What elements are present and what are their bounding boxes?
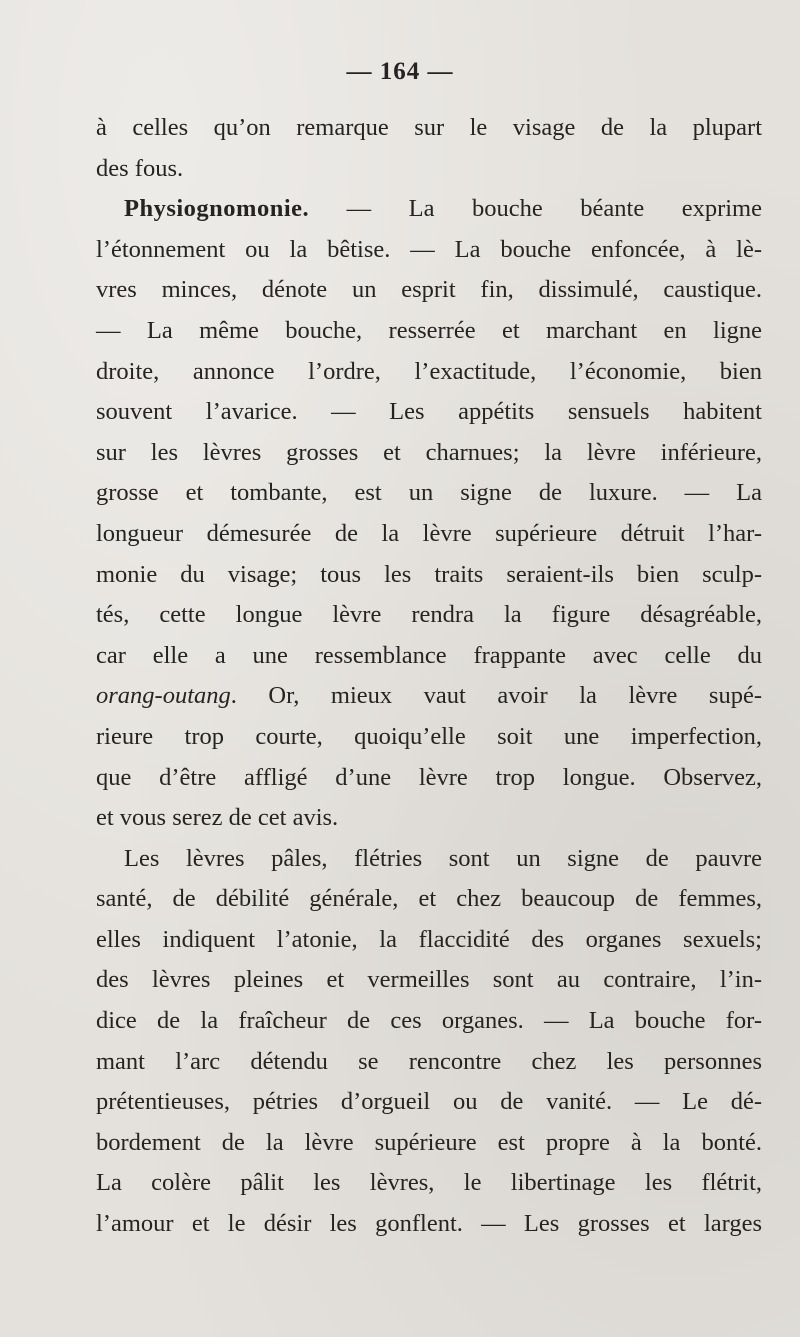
text-run: Les lèvres pâles, flétries sont un signe de pauvre	[124, 844, 762, 872]
text-line	[96, 717, 762, 758]
text-line	[96, 1163, 762, 1204]
text-line	[96, 108, 762, 149]
text-line	[96, 758, 762, 799]
italic-term: orang-outang	[96, 682, 231, 710]
text-run: souvent l’avarice. — Les appétits sensuels habitent	[96, 398, 762, 426]
text-run: grosse et tombante, est un signe de luxure. — La	[96, 479, 762, 507]
text-run: que d’être affligé d’une lèvre trop longue. Observez,	[96, 763, 762, 791]
text-line	[96, 595, 762, 636]
text-run: vres minces, dénote un esprit fin, dissimulé, caustique.	[96, 276, 762, 304]
text-line	[96, 189, 762, 230]
text-line	[96, 1123, 762, 1164]
text-line	[96, 352, 762, 393]
text-run: La colère pâlit les lèvres, le libertinage les flétrit,	[96, 1169, 762, 1197]
text-run: rieure trop courte, quoiqu’elle soit une imperfection,	[96, 722, 762, 750]
text-line	[96, 433, 762, 474]
text-line	[96, 1042, 762, 1083]
text-line	[96, 676, 762, 717]
text-run: monie du visage; tous les traits seraient-ils bien sculp-	[96, 560, 762, 588]
text-run: des fous.	[96, 154, 184, 182]
text-run: sur les lèvres grosses et charnues; la lèvre inférieure,	[96, 438, 762, 466]
text-run: — La bouche béante exprime	[309, 195, 762, 223]
text-line	[96, 1001, 762, 1042]
text-line	[96, 392, 762, 433]
text-line	[96, 514, 762, 555]
text-run: longueur démesurée de la lèvre supérieure détruit l’har-	[96, 519, 762, 547]
page-number: — 164 —	[346, 58, 454, 85]
text-line	[96, 473, 762, 514]
text-line	[96, 230, 762, 271]
text-run: elles indiquent l’atonie, la flaccidité des organes sexuels;	[96, 925, 762, 953]
text-run: et vous serez de cet avis.	[96, 804, 339, 832]
text-run: à celles qu’on remarque sur le visage de la plupart	[96, 114, 762, 141]
text-line	[96, 798, 762, 839]
text-run: mant l’arc détendu se rencontre chez les personnes	[96, 1047, 762, 1075]
text-run: tés, cette longue lèvre rendra la figure désagréable,	[96, 601, 762, 629]
text-run: l’étonnement ou la bêtise. — La bouche enfoncée, à lè-	[96, 235, 762, 263]
text-run: des lèvres pleines et vermeilles sont au contraire, l’in-	[96, 966, 762, 994]
text-line	[96, 839, 762, 880]
text-line	[96, 270, 762, 311]
body-text	[96, 108, 762, 1245]
text-run: — La même bouche, resserrée et marchant en ligne	[96, 316, 762, 344]
text-line	[96, 636, 762, 677]
text-run: car elle a une ressemblance frappante avec celle du	[96, 641, 762, 669]
text-run: prétentieuses, pétries d’orgueil ou de vanité. — Le dé-	[96, 1088, 762, 1116]
text-run: . Or, mieux vaut avoir la lèvre supé-	[230, 682, 762, 710]
section-heading: Physiognomonie.	[124, 195, 310, 223]
text-line	[96, 1204, 762, 1245]
text-line	[96, 149, 762, 190]
text-run: l’amour et le désir les gonflent. — Les grosses et larges	[96, 1210, 762, 1238]
text-line	[96, 1082, 762, 1123]
text-line	[96, 920, 762, 961]
text-line	[96, 879, 762, 920]
text-run: dice de la fraîcheur de ces organes. — La bouche for-	[96, 1007, 762, 1035]
text-line	[96, 311, 762, 352]
text-line	[96, 555, 762, 596]
text-run: bordement de la lèvre supérieure est propre à la bonté.	[96, 1128, 762, 1156]
text-line	[96, 960, 762, 1001]
text-run: santé, de débilité générale, et chez beaucoup de femmes,	[96, 885, 762, 913]
text-run: droite, annonce l’ordre, l’exactitude, l’économie, bien	[96, 357, 762, 385]
